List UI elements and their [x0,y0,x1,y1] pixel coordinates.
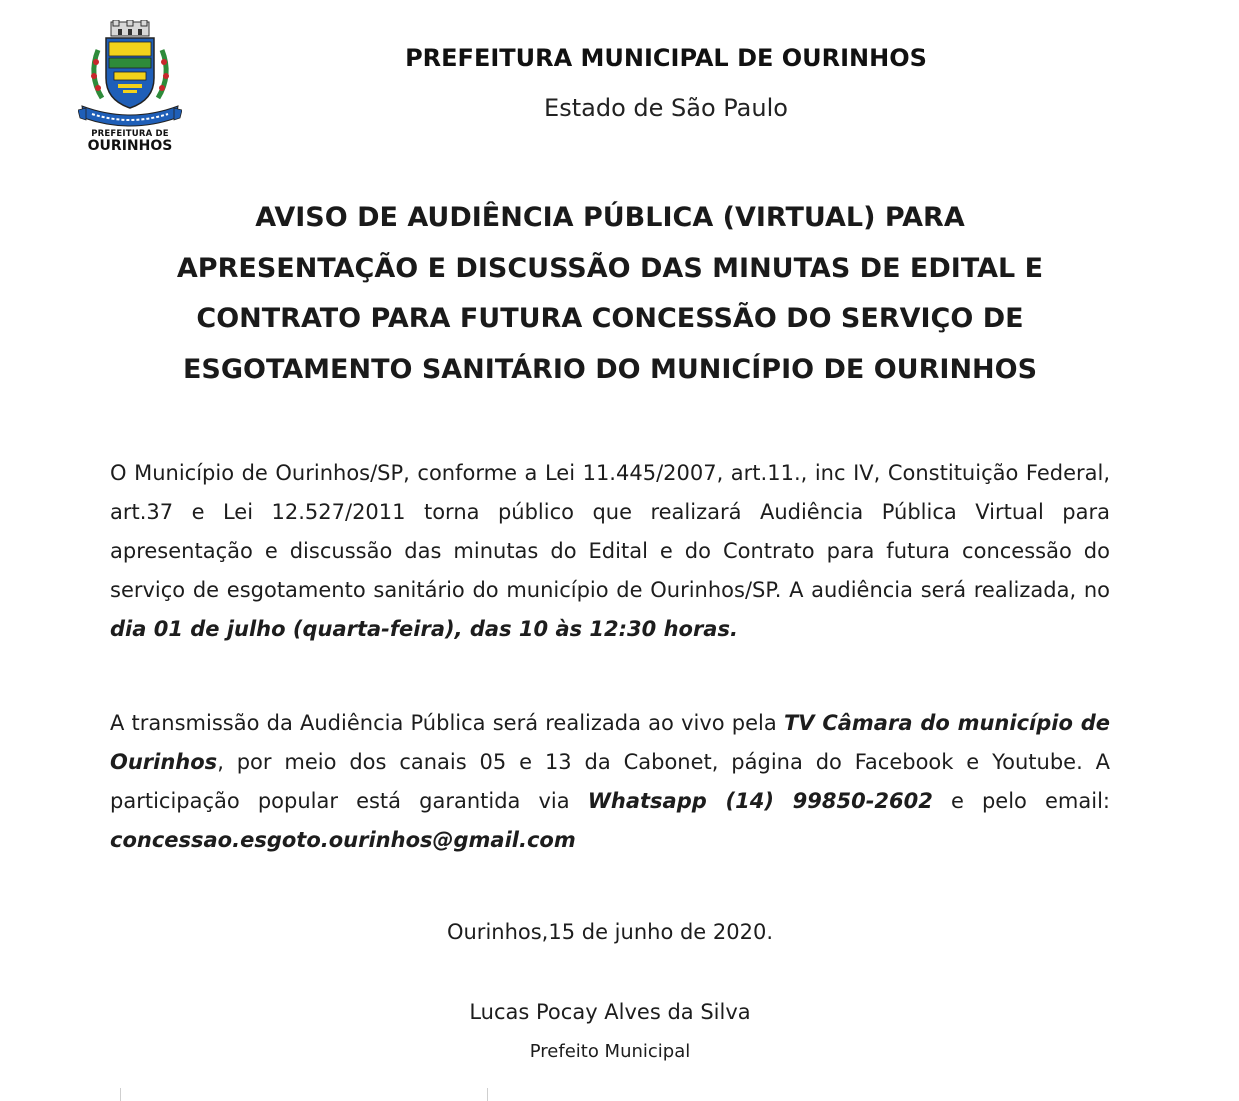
notice-title-line: CONTRATO PARA FUTURA CONCESSÃO DO SERVIÇO DE [196,303,1024,334]
notice-title-line: APRESENTAÇÃO E DISCUSSÃO DAS MINUTAS DE EDITAL E [176,252,1044,284]
announcement-text: O Município de Ourinhos/SP, conforme a Lei 11.445/2007, art.11., inc IV, Constituição Federal, art.37 e Lei 12.527/2011 torna público que realizará Audiência Pública Virtual para apresentação e discussão das minutas do Edital e do Contrato para futura concessão do serviço de esgotamento sanitário do município de Ourinhos/SP. A audiência será realizada, no [110,461,1110,602]
transmission-text-c: e pelo email: [932,789,1110,813]
contact-email: concessao.esgoto.ourinhos@gmail.com [110,828,576,852]
coat-of-arms-icon [78,20,182,128]
signer-name: Lucas Pocay Alves da Silva [469,1000,751,1024]
organization-state: Estado de São Paulo [544,94,788,122]
whatsapp-contact: Whatsapp (14) 99850-2602 [587,789,933,813]
city-coat-of-arms-logo [78,20,182,155]
transmission-text-a: A transmissão da Audiência Pública será realizada ao vivo pela [110,711,784,735]
broadcaster-name: TV Câmara do município de Ourinhos [110,711,1110,774]
notice-title-line: ESGOTAMENTO SANITÁRIO DO MUNICÍPIO DE OURINHOS [182,353,1038,385]
logo-caption-city: OURINHOS [87,138,173,154]
transmission-text-b: , por meio dos canais 05 e 13 da Cabonet, página do Facebook e Youtube. A participação popular está garantida via [110,750,1110,813]
notice-paragraph-transmission [110,704,1110,860]
signer-role: Prefeito Municipal [529,1041,691,1062]
page-edge-mark [120,1088,121,1101]
page-edge-mark [487,1088,488,1101]
notice-paragraph-announcement [110,454,1110,649]
document-date: Ourinhos,15 de junho de 2020. [446,920,774,944]
notice-title-line: AVISO DE AUDIÊNCIA PÚBLICA (VIRTUAL) PARA [255,202,965,233]
logo-caption-small: PREFEITURA DE [91,129,169,139]
organization-name: PREFEITURA MUNICIPAL DE OURINHOS [405,44,927,72]
notice-title [110,193,1110,395]
hearing-date-time: dia 01 de julho (quarta-feira), das 10 às 12:30 horas. [110,617,738,641]
